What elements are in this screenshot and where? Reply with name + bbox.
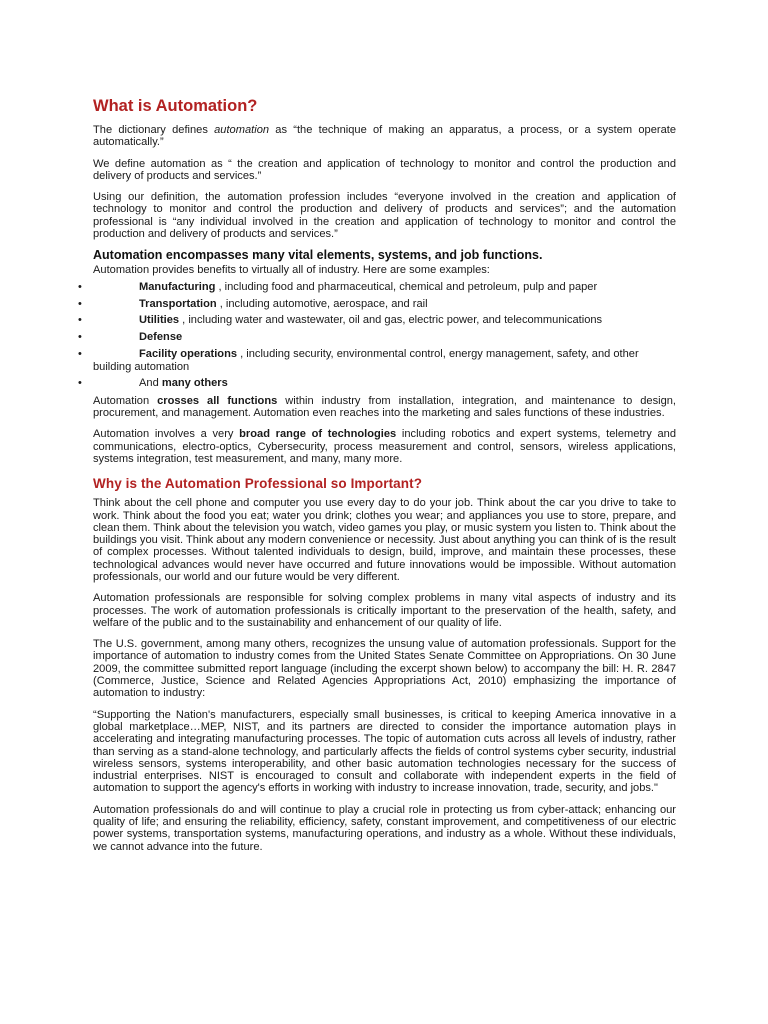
list-item-bold: Defense — [139, 331, 183, 344]
paragraph-intro: Automation provides benefits to virtually all of industry. Here are some examples: — [93, 264, 490, 277]
bullet-icon: • — [78, 348, 82, 361]
text-run: as “the technique of making an apparatus, a process, or a system operate automatically.” — [93, 124, 676, 149]
page-title: What is Automation? — [93, 97, 258, 115]
list-item-text-continued: building automation — [93, 360, 190, 373]
italic-term: automation — [214, 124, 270, 136]
bullet-icon: • — [78, 280, 82, 293]
bullet-icon: • — [78, 314, 82, 327]
text-run: including robotics and expert systems, telemetry and communications, electro-optics, Cybersecurity, process measurement and control, sensors, wireless applications, systems integration, test measurement, and many, many more. — [93, 428, 677, 465]
examples-list — [78, 280, 676, 390]
paragraph-profession-definition: Using our definition, the automation profession includes “everyone involved in the creation and application of technology to monitor and control the production and delivery of products and services”; and the automation professional is “any individual involved in the creation and application of technology to monitor and control the production and delivery of products and services.” — [93, 191, 676, 241]
bold-phrase: broad range of technologies — [239, 428, 397, 441]
text-run: within industry from installation, integration, and maintenance to design, procurement, and management. Automation even reaches into the marketing and sales functions of these industries. — [93, 394, 676, 420]
bullet-icon: • — [78, 331, 82, 344]
bullet-icon: • — [78, 377, 82, 390]
list-item — [78, 314, 676, 327]
list-item — [78, 297, 676, 310]
list-item-text: , including food and pharmaceutical, chemical and petroleum, pulp and paper — [215, 280, 598, 293]
paragraph-us-government: The U.S. government, among many others, recognizes the unsung value of automation professionals. Support for the importance of automation to industry comes from the United States Senate Committee on Appropriations. On 30 June 2009, the committee submitted report language (including the excerpt shown below) to accompany the bill: H. R. 2847 (Commerce, Justice, Science and Related Agencies Appropriations Act, 2010) emphasizing the importance of automation to industry: — [93, 638, 676, 700]
text-run: Automation involves a very — [93, 428, 240, 441]
quote-senate-report: “Supporting the Nation's manufacturers, especially small businesses, is critical to keeping America innovative in a global marketplace…MEP, NIST, and its partners are directed to consider the importance automation plays in accelerating and integrating manufacturing processes. The topic of automation cuts across all levels of industry, rather than serving as a stand-alone technology, and particularly affects the fields of control systems cyber security, industrial wireless sensors, systems interoperability, and other basic automation technologies necessary for the success of industrial enterprises. NIST is encouraged to consult and collaborate with independent experts in the field of automation to support the agency's efforts in working with industry to increase innovation, trade, security, and jobs." — [93, 708, 676, 795]
list-item — [78, 331, 676, 344]
paragraph-responsibilities: Automation professionals are responsible for solving complex problems in many vital aspects of industry and its processes. The work of automation professionals is critically important to the preservation of the health, safety, and welfare of the public and to the sustainability and enhancement of our quality of life. — [93, 592, 676, 629]
paragraph-think-about: Think about the cell phone and computer you use every day to do your job. Think about the car you drive to take to work. Think about the food you eat; water you drink; clothes you wear; and appliances you use to store, prepare, and clean them. Think about the television you watch, video games you play, or music system you listen to. Think about the buildings you visit. Think about any modern convenience or necessity. Just about anything you can think of is the result of complex processes. Without talented individuals to design, build, improve, and maintain these processes, these technological advances would never have occurred and future innovations would be impossible. Without automation professionals, our world and our future would be very different. — [93, 497, 676, 583]
list-item — [78, 280, 676, 293]
list-item-text: , including security, environmental control, energy management, safety, and other — [237, 348, 639, 361]
section-heading-importance: Why is the Automation Professional so Important? — [93, 476, 423, 492]
list-item-bold: Utilities — [139, 314, 180, 327]
text-run: Automation — [93, 394, 158, 407]
list-item-bold: Transportation — [139, 297, 217, 310]
bullet-icon: • — [78, 297, 82, 310]
text-run: The dictionary defines — [93, 124, 215, 136]
list-item — [78, 377, 676, 390]
list-item-text: , including automotive, aerospace, and rail — [216, 297, 428, 310]
paragraph-crosses-functions — [93, 395, 676, 420]
section-subheading: Automation encompasses many vital elements, systems, and job functions. — [93, 248, 543, 263]
list-item-text: , including water and wastewater, oil and gas, electric power, and telecommunications — [179, 314, 603, 327]
bold-phrase: crosses all functions — [157, 394, 278, 407]
paragraph-conclusion: Automation professionals do and will continue to play a crucial role in protecting us from cyber-attack; enhancing our quality of life; and ensuring the reliability, efficiency, safety, constant improvement, and competitiveness of our electric power systems, transportation systems, manufacturing operations, and industry as a whole. Without these individuals, we cannot advance into the future. — [93, 803, 676, 853]
paragraph-our-definition: We define automation as “ the creation and application of technology to monitor and control the production and delivery of products and services.” — [93, 157, 676, 182]
list-item-bold: Manufacturing — [139, 280, 216, 293]
list-item-prefix: And — [139, 377, 162, 390]
list-item-bold: many others — [161, 377, 228, 390]
paragraph-dictionary-definition — [93, 124, 676, 149]
list-item — [78, 348, 676, 373]
list-item-bold: Facility operations — [139, 348, 238, 361]
paragraph-technologies — [93, 428, 676, 465]
